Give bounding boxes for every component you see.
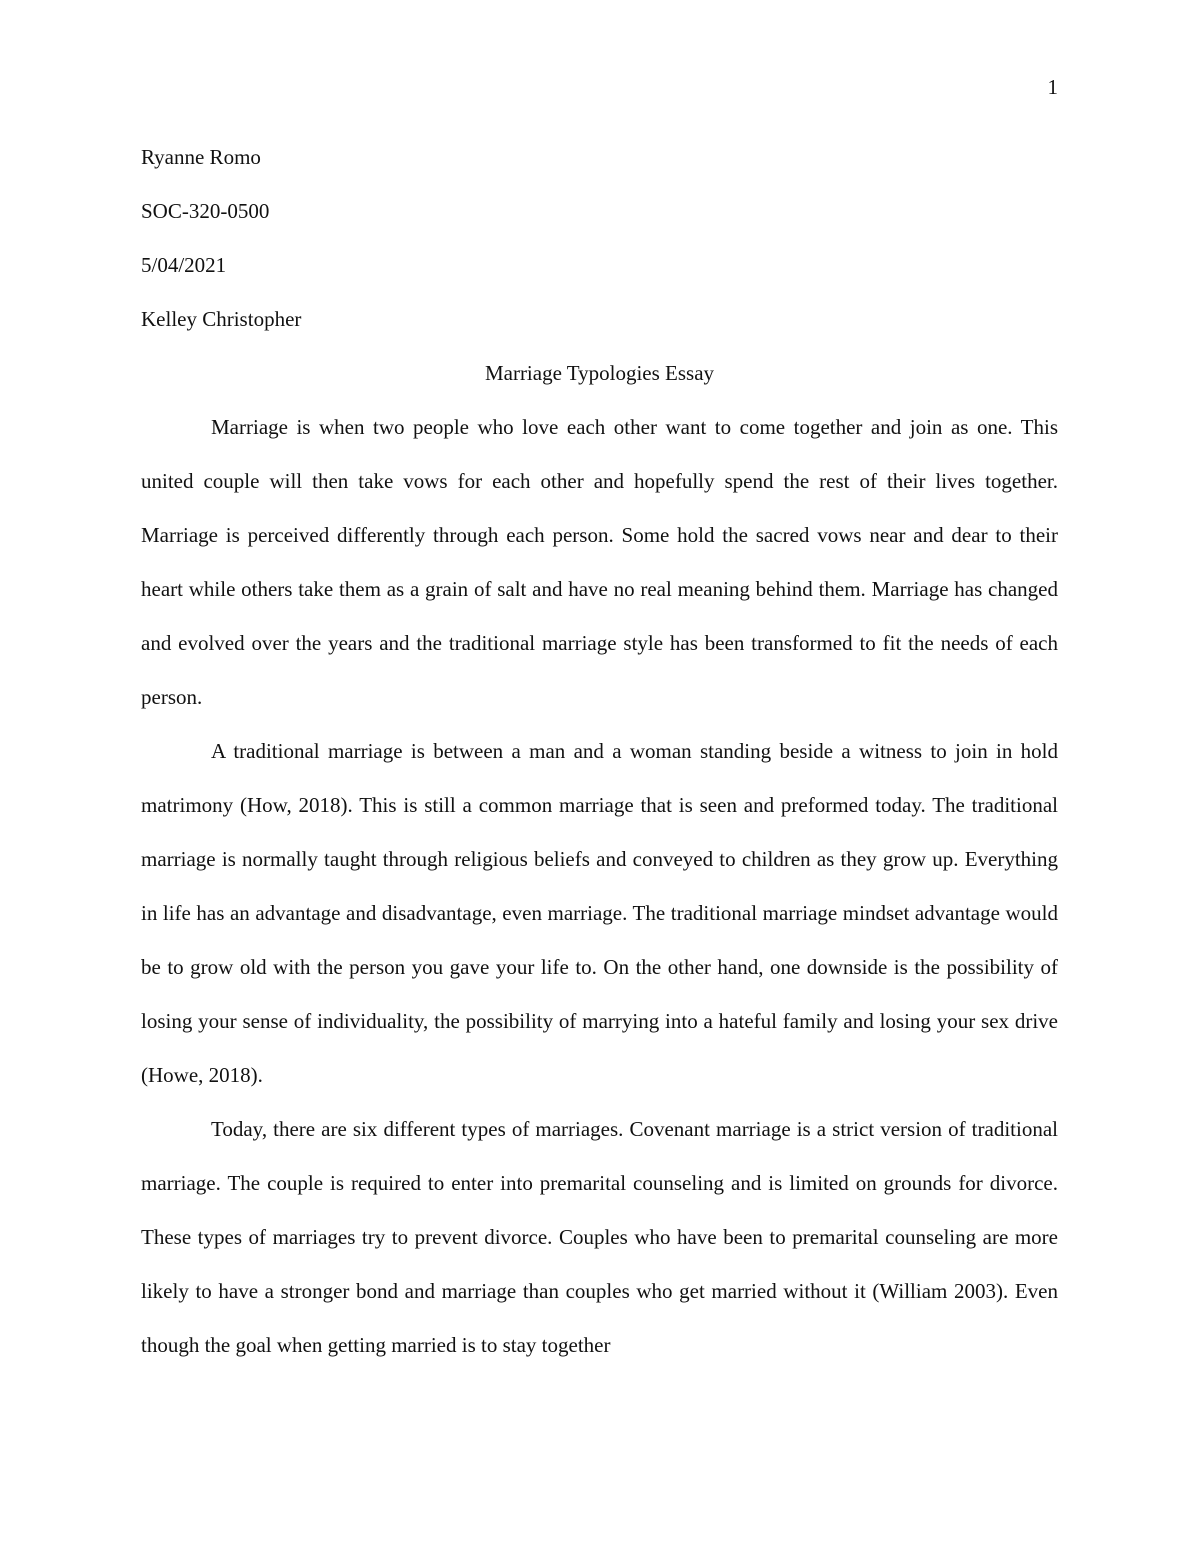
paragraph-traditional-marriage: A traditional marriage is between a man and a woman standing beside a witness to join in hold matrimony (How, 2018). This is still a common marriage that is seen and preformed today. The traditional marriage is normally taught through religious beliefs and conveyed to children as they grow up. Everything in life has an advantage and disadvantage, even marriage. The traditional marriage mindset advantage would be to grow old with the person you gave your life to. On the other hand, one downside is the possibility of losing your sense of individuality, the possibility of marrying into a hateful family and losing your sex drive (Howe, 2018). [141, 739, 1058, 1087]
paragraph-intro: Marriage is when two people who love each other want to come together and join as one. This united couple will then take vows for each other and hopefully spend the rest of their lives together. Marriage is perceived differently through each person. Some hold the sacred vows near and dear to their heart while others take them as a grain of salt and have no real meaning behind them. Marriage has changed and evolved over the years and the traditional marriage style has been transformed to fit the needs of each person. [141, 415, 1058, 709]
paragraph-marriage-types: Today, there are six different types of marriages. Covenant marriage is a strict version of traditional marriage. The couple is required to enter into premarital counseling and is limited on grounds for divorce. These types of marriages try to prevent divorce. Couples who have been to premarital counseling are more likely to have a stronger bond and marriage than couples who get married without it (William 2003). Even though the goal when getting married is to stay together [141, 1117, 1058, 1357]
document-body [141, 130, 1058, 1372]
author-name: Ryanne Romo [141, 145, 261, 169]
essay-title: Marriage Typologies Essay [484, 361, 715, 385]
course-code: SOC-320-0500 [141, 199, 270, 223]
submission-date: 5/04/2021 [141, 253, 227, 277]
page-number: 1 [1047, 75, 1058, 99]
instructor-name: Kelley Christopher [141, 307, 302, 331]
